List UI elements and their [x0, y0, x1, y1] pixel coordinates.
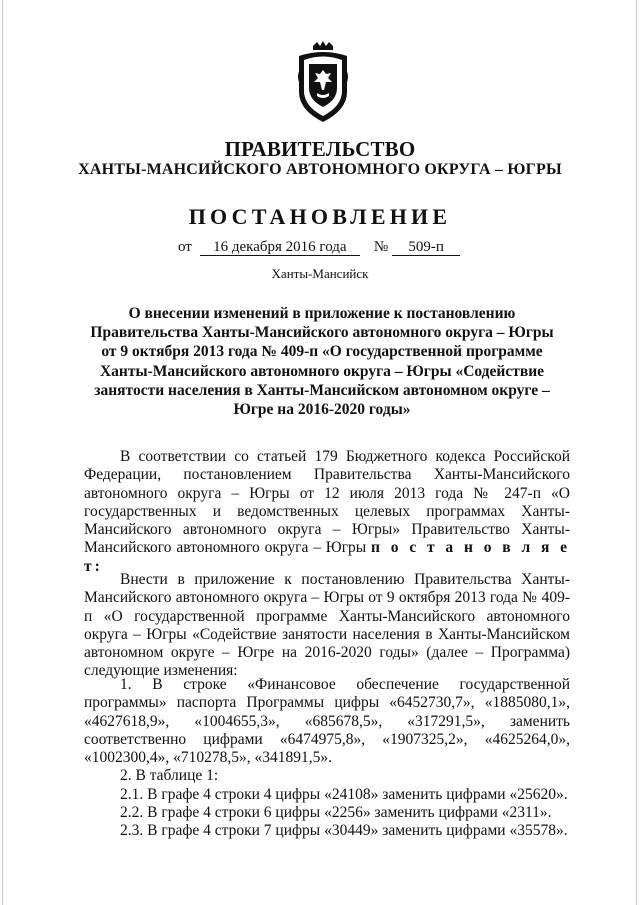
scan-edge-right [636, 0, 637, 905]
amendments-list [84, 676, 570, 841]
list-item: 2.2. В графе 4 строки 6 цифры «2256» заменить цифрами «2311». [120, 804, 552, 822]
resolves-phrase: п о с т а н о в л я е т: [84, 539, 571, 575]
region-title: ХАНТЫ-МАНСИЙСКОГО АВТОНОМНОГО ОКРУГА – ЮГРЫ [78, 161, 562, 178]
preamble-text: В соответствии со статьей 179 Бюджетного кодекса Российской Федерации, постановлением Правительства Ханты-Мансийского автономного округа – Югры от 12 июля 2013 года № 247-п «О государственных и ведомственных целевых программах Ханты-Мансийского автономного округа – Югры» Правительство Ханты-Мансийского автономного округа – Югры [84, 448, 570, 557]
intro-paragraph: Внести в приложение к постановлению Правительства Ханты-Мансийского автономного округа – Югры от 9 октября 2013 года № 409-п «О государственной программе Ханты-Мансийского автономного округа – Югры «Содействие занятости населения в Ханты-Мансийском автономном округе – Югре на 2016-2020 годы» (далее – Программа) следующие изменения: [84, 571, 570, 680]
government-title: ПРАВИТЕЛЬСТВО [224, 137, 416, 161]
list-item: 1. В строке «Финансовое обеспечение государственной программы» паспорта Программы цифры «6452730,7», «1885080,1», «4627618,9», «1004655,3», «685678,5», «317291,5», заменить соответственно цифрами «6474975,8», «1907325,2», «4625264,0», «1002300,4», «710278,5», «341891,5». [84, 676, 570, 767]
number-label: № [373, 239, 389, 255]
preamble-paragraph [84, 448, 570, 576]
decree-date: 16 декабря 2016 года [200, 239, 360, 256]
list-item: 2.1. В графе 4 строки 4 цифры «24108» заменить цифрами «25620». [120, 785, 568, 803]
decree-city: Ханты-Мансийск [271, 266, 369, 281]
decree-dateline [178, 239, 460, 256]
date-label: от [178, 239, 192, 255]
list-item: 2. В таблице 1: [120, 767, 219, 785]
scan-edge-left [2, 0, 3, 905]
list-item: 2.3. В графе 4 строки 7 цифры «30449» заменить цифрами «35578». [120, 822, 568, 840]
khmao-coat-of-arms-icon [293, 40, 353, 126]
decree-subject: О внесении изменений в приложение к постановлению Правительства Ханты-Мансийского автономного округа – Югры от 9 октября 2013 года № 409-п «О государственной программе Ханты-Мансийского автономного округа – Югры «Содействие занятости населения в Ханты-Мансийском автономном округе – Югре на 2016-2020 годы» [90, 305, 554, 419]
decree-number: 509-п [392, 239, 460, 256]
document-type-title: ПОСТАНОВЛЕНИЕ [188, 204, 452, 229]
